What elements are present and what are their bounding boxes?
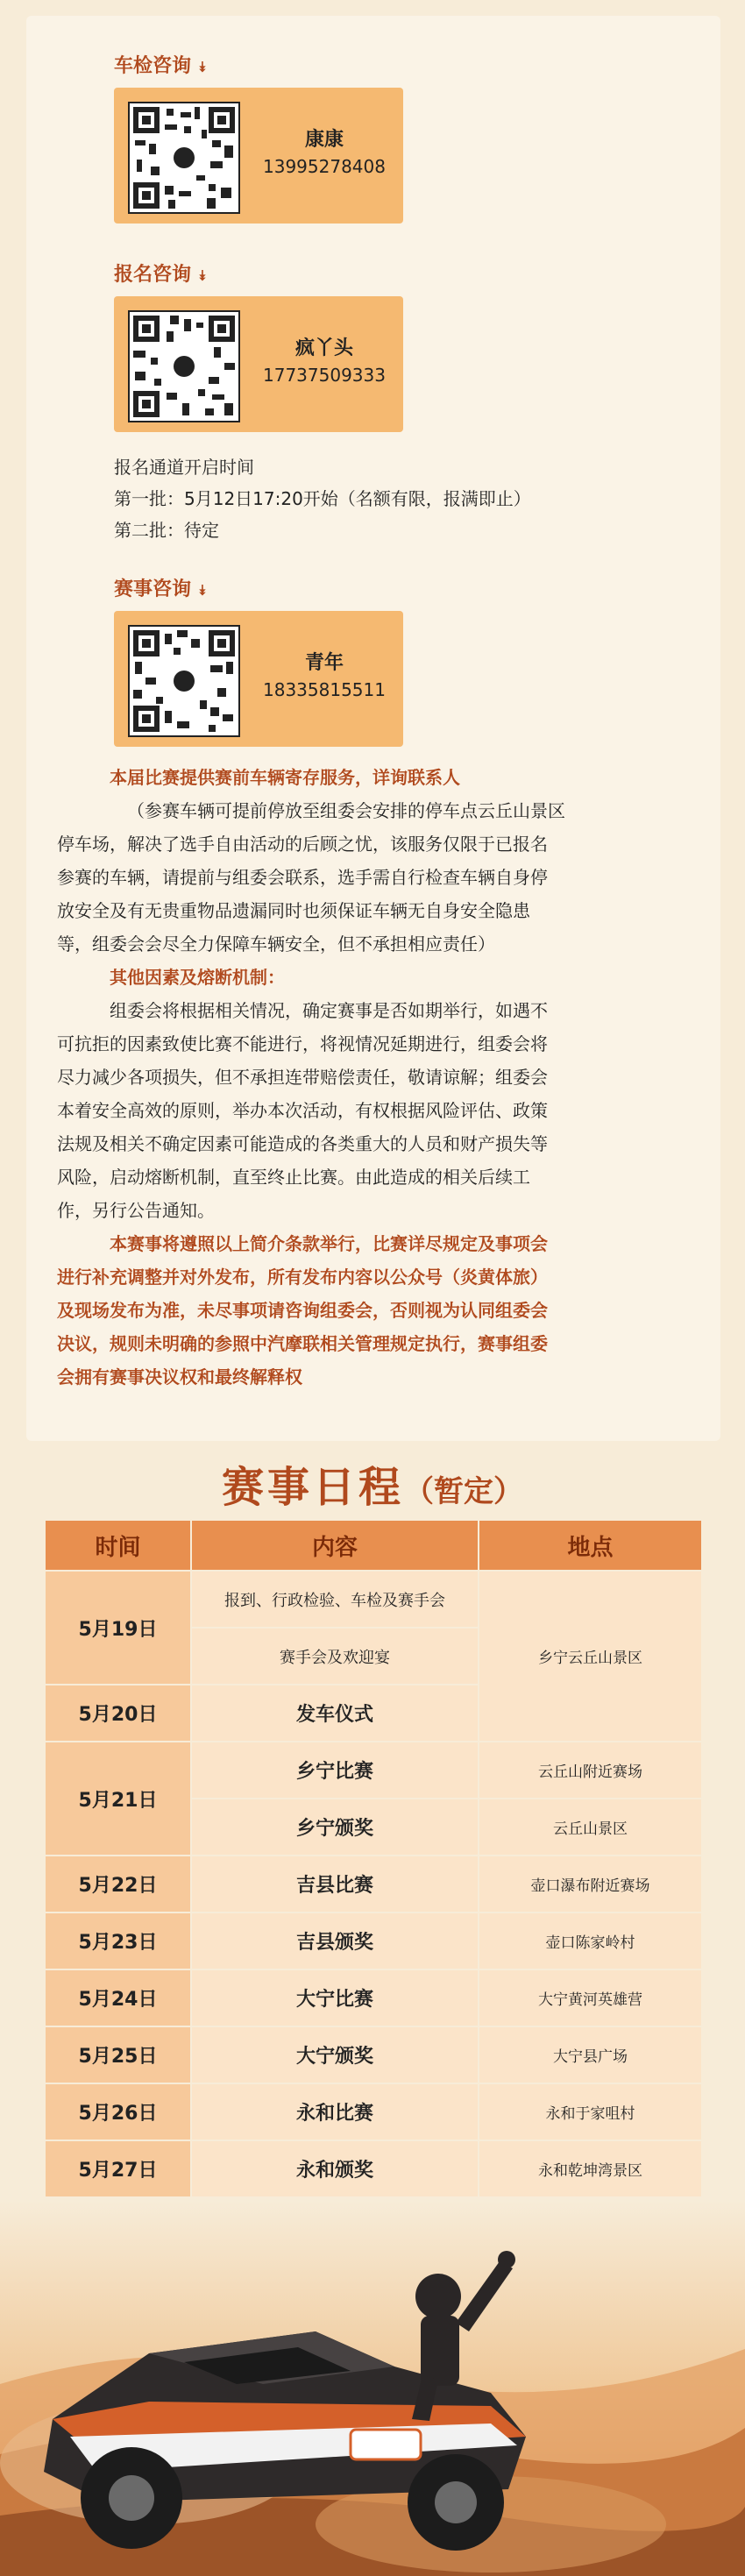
registration-open-label: 报名通道开启时间 <box>114 457 254 478</box>
registration-batch-1: 第一批：5月12日17:20开始（名额有限，报满即止） <box>114 488 531 509</box>
storage-heading: 本届比赛提供赛前车辆寄存服务，详询联系人 <box>110 767 460 788</box>
location-cell: 云丘山景区 <box>479 1799 701 1855</box>
location-cell: 大宁县广场 <box>479 2027 701 2083</box>
content-cell: 乡宁比赛 <box>192 1742 478 1798</box>
qr-code[interactable] <box>128 310 240 422</box>
header-time: 时间 <box>46 1521 190 1570</box>
content-cell: 报到、行政检验、车检及赛手会 <box>192 1572 478 1627</box>
section-title: 赛事咨询 <box>114 578 192 600</box>
rules-line: 本赛事将遵照以上简介条款举行，比赛详尽规定及事项会 <box>110 1233 548 1254</box>
rules-line: 决议，规则未明确的参照中汽摩联相关管理规定执行，赛事组委 <box>57 1333 548 1354</box>
rules-line: 会拥有赛事决议权和最终解释权 <box>57 1366 302 1387</box>
fuse-heading: 其他因素及熔断机制： <box>110 967 285 988</box>
date-cell: 5月22日 <box>46 1856 190 1912</box>
location-cell: 乡宁云丘山景区 <box>479 1572 701 1741</box>
schedule-title-sub: （暂定） <box>404 1474 523 1509</box>
registration-info <box>114 451 531 546</box>
registration-batch-2: 第二批：待定 <box>114 520 219 541</box>
date-cell: 5月27日 <box>46 2141 190 2196</box>
date-cell: 5月23日 <box>46 1913 190 1969</box>
content-cell: 发车仪式 <box>192 1685 478 1741</box>
chevron-down-icon: ⯯ <box>198 582 207 599</box>
content-cell: 永和比赛 <box>192 2084 478 2140</box>
rules-line: 进行补充调整并对外发布，所有发布内容以公众号（炎黄体旅） <box>57 1267 548 1288</box>
location-cell: 永和于家咀村 <box>479 2084 701 2140</box>
section-title: 报名咨询 <box>114 264 192 286</box>
schedule-title-main: 赛事日程 <box>221 1463 404 1512</box>
location-cell: 壶口陈家岭村 <box>479 1913 701 1969</box>
fuse-line: 本着安全高效的原则，举办本次活动，有权根据风险评估、政策 <box>57 1100 548 1121</box>
header-content: 内容 <box>192 1521 478 1570</box>
content-cell: 乡宁颁奖 <box>192 1799 478 1855</box>
date-cell: 5月21日 <box>46 1742 190 1855</box>
storage-line: 参赛的车辆，请提前与组委会联系，选手需自行检查车辆自身停 <box>57 867 548 888</box>
qr-code[interactable] <box>128 625 240 737</box>
content-cell: 大宁比赛 <box>192 1970 478 2026</box>
storage-notice <box>57 761 688 1394</box>
content-cell: 吉县比赛 <box>192 1856 478 1912</box>
location-cell: 壶口瀑布附近赛场 <box>479 1856 701 1912</box>
contact-card-inspection <box>114 88 403 224</box>
contact-card-event <box>114 611 403 747</box>
section-heading-inspection <box>114 51 207 78</box>
fuse-line: 作，另行公告通知。 <box>57 1200 215 1221</box>
location-cell: 大宁黄河英雄营 <box>479 1970 701 2026</box>
storage-line: （参赛车辆可提前停放至组委会安排的停车点云丘山景区 <box>127 800 565 821</box>
contact-phone[interactable]: 18335815511 <box>263 679 386 700</box>
schedule-title <box>0 1453 745 1514</box>
rules-line: 及现场发布为准，未尽事项请咨询组委会，否则视为认同组委会 <box>57 1300 548 1321</box>
storage-line: 等，组委会会尽全力保障车辆安全，但不承担相应责任） <box>57 933 495 954</box>
contact-name: 青年 <box>304 652 344 674</box>
contact-phone[interactable]: 13995278408 <box>263 156 386 177</box>
date-cell: 5月20日 <box>46 1685 190 1741</box>
chevron-down-icon: ⯯ <box>198 267 207 284</box>
content-cell: 吉县颁奖 <box>192 1913 478 1969</box>
storage-line: 放安全及有无贵重物品遗漏同时也须保证车辆无自身安全隐患 <box>57 900 530 921</box>
contact-phone[interactable]: 17737509333 <box>263 365 386 386</box>
date-cell: 5月19日 <box>46 1572 190 1684</box>
date-cell: 5月25日 <box>46 2027 190 2083</box>
content-cell: 永和颁奖 <box>192 2141 478 2196</box>
location-cell: 永和乾坤湾景区 <box>479 2141 701 2196</box>
contact-name: 康康 <box>304 129 344 151</box>
fuse-line: 可抗拒的因素致使比赛不能进行，将视情况延期进行，组委会将 <box>57 1033 548 1054</box>
section-heading-event <box>114 574 207 601</box>
fuse-line: 尽力减少各项损失，但不承担连带赔偿责任，敬请谅解；组委会 <box>57 1067 548 1088</box>
chevron-down-icon: ⯯ <box>198 59 207 75</box>
fuse-line: 组委会将根据相关情况，确定赛事是否如期举行，如遇不 <box>110 1000 548 1021</box>
storage-line: 停车场，解决了选手自由活动的后顾之忧，该服务仅限于已报名 <box>57 834 548 855</box>
date-cell: 5月24日 <box>46 1970 190 2026</box>
fuse-line: 风险，启动熔断机制，直至终止比赛。由此造成的相关后续工 <box>57 1167 530 1188</box>
qr-code[interactable] <box>128 102 240 214</box>
content-cell: 大宁颁奖 <box>192 2027 478 2083</box>
section-heading-signup <box>114 259 207 287</box>
content-cell: 赛手会及欢迎宴 <box>192 1629 478 1684</box>
contact-name: 疯丫头 <box>294 337 353 359</box>
section-title: 车检咨询 <box>114 55 192 77</box>
contact-card-signup <box>114 296 403 432</box>
fuse-line: 法规及相关不确定因素可能造成的各类重大的人员和财产损失等 <box>57 1133 548 1154</box>
location-cell: 云丘山附近赛场 <box>479 1742 701 1798</box>
rally-car-illustration <box>0 2200 745 2576</box>
date-cell: 5月26日 <box>46 2084 190 2140</box>
header-location: 地点 <box>479 1521 701 1570</box>
